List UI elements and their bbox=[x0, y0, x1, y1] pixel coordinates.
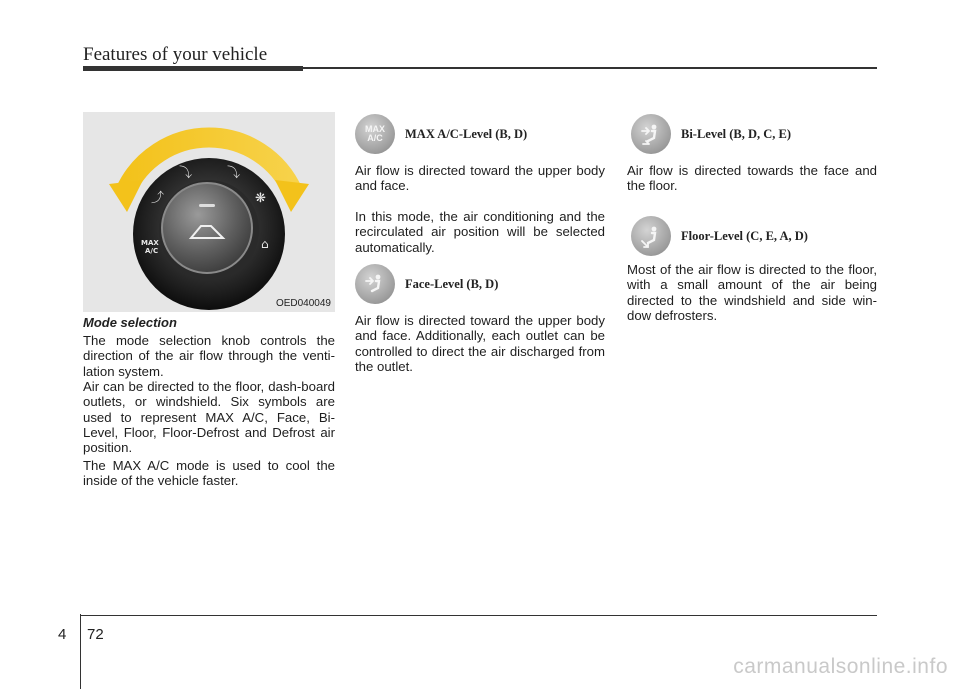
bi-level-para-1: Air flow is directed towards the face and the floor. bbox=[627, 163, 877, 194]
header-rule bbox=[83, 66, 877, 71]
footer-rule-horizontal bbox=[80, 615, 877, 616]
dial-floor-defrost-icon: ❋ bbox=[255, 191, 266, 206]
floor-mode-row bbox=[631, 214, 808, 258]
mode-knob bbox=[162, 183, 252, 273]
figure-code: OED040049 bbox=[275, 298, 331, 309]
dial-face-icon: ⤴ bbox=[151, 191, 165, 206]
mode-knob-illustration bbox=[83, 112, 335, 312]
bi-level-mode-row bbox=[631, 112, 791, 156]
mode-selection-para-3: The MAX A/C mode is used to cool the inside of the vehicle faster. bbox=[83, 458, 335, 489]
max-ac-mode-row bbox=[355, 112, 527, 156]
bi-level-icon bbox=[631, 114, 671, 154]
floor-level-icon bbox=[631, 216, 671, 256]
mode-selection-heading: Mode selection bbox=[83, 315, 177, 330]
knob-indicator bbox=[199, 204, 215, 207]
bi-level-label: Bi-Level (B, D, C, E) bbox=[681, 126, 792, 141]
floor-level-para-1: Most of the air flow is directed to the floor, with a small amount of the air being directed to the windshield and side win-dow defrosters. bbox=[627, 262, 877, 323]
face-level-icon bbox=[355, 264, 395, 304]
max-ac-para-1: Air flow is directed toward the upper body and face. bbox=[355, 163, 605, 194]
max-ac-label: MAX A/C-Level (B, D) bbox=[405, 126, 528, 141]
page-header-title: Features of your vehicle bbox=[83, 44, 268, 65]
dial-defrost-icon: ⌂ bbox=[261, 237, 269, 251]
dial-floor-icon: ⤵ bbox=[227, 166, 241, 181]
chapter-number: 4 bbox=[58, 626, 67, 643]
footer-rule-vertical bbox=[80, 614, 81, 689]
max-ac-icon-top: MAX bbox=[365, 124, 385, 134]
dial-bilevel-icon: ⤵ bbox=[179, 166, 193, 181]
watermark: carmanualsonline.info bbox=[733, 655, 948, 678]
face-mode-row bbox=[355, 262, 498, 306]
page-number: 72 bbox=[87, 626, 104, 643]
mode-selection-para-1: The mode selection knob controls the direction of the air flow through the venti-lation system. bbox=[83, 333, 335, 379]
max-ac-para-2: In this mode, the air conditioning and the recirculated air position will be selected automatically. bbox=[355, 209, 605, 255]
dial-maxac-bottom: A/C bbox=[145, 247, 159, 255]
mode-knob-figure bbox=[83, 112, 335, 312]
face-level-para-1: Air flow is directed toward the upper body and face. Additionally, each outlet can be controlled to direct the air discharged from the outlet. bbox=[355, 313, 605, 374]
dial-maxac-top: MAX bbox=[141, 239, 159, 247]
max-ac-icon bbox=[355, 114, 395, 154]
mode-selection-para-2: Air can be directed to the floor, dash-board outlets, or windshield. Six symbols are used to represent MAX A/C, Face, Bi-Level, Floor, Floor-Defrost and Defrost air position. bbox=[83, 379, 335, 456]
floor-level-label: Floor-Level (C, E, A, D) bbox=[681, 228, 808, 243]
max-ac-icon-bottom: A/C bbox=[367, 133, 383, 143]
face-level-label: Face-Level (B, D) bbox=[405, 276, 499, 291]
